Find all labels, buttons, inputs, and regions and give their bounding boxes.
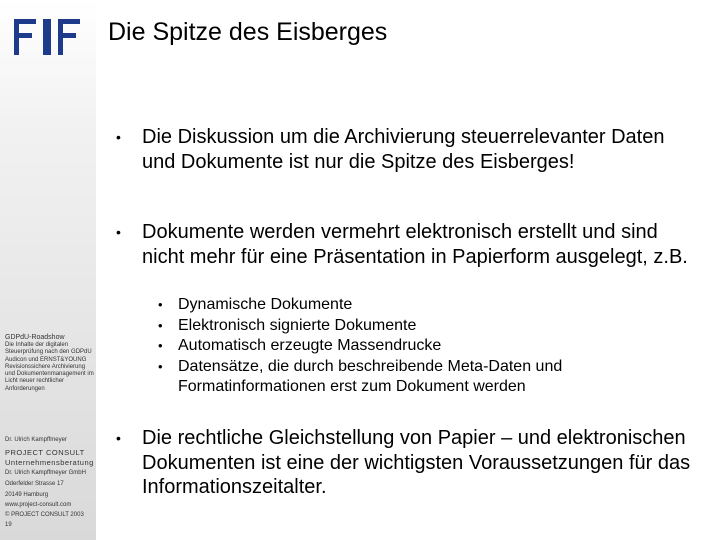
- sub-bullet-text: Automatisch erzeugte Massendrucke: [178, 337, 442, 354]
- sub-bullet-item: [158, 295, 698, 316]
- sidebar-web[interactable]: www.project-consult.com: [5, 502, 72, 508]
- sub-bullet-item: [158, 357, 698, 398]
- sidebar: [0, 0, 96, 540]
- sub-bullet-text: Datensätze, die durch beschreibende Meta-Daten und Formatinformationen erst zum Dokument werden: [178, 357, 563, 395]
- sidebar-city: 20149 Hamburg: [5, 492, 49, 498]
- sub-bullet-list: [158, 295, 698, 398]
- sidebar-company: PROJECT CONSULT Unternehmensberatung: [5, 448, 94, 467]
- sub-bullet-item: [158, 316, 698, 337]
- sidebar-copyright: © PROJECT CONSULT 2003: [5, 512, 84, 518]
- sidebar-description: Die Inhalte der digitalen Steuerprüfung nach den GDPdU Audicon und ERNST&YOUNG Revisionssichere Archivierung und Dokumentenmanagement im Licht neuer rechtlicher Anforderungen: [5, 342, 94, 392]
- sub-bullet-item: [158, 336, 698, 357]
- slide-title: Die Spitze des Eisberges: [108, 18, 388, 46]
- sub-bullet-text: Dynamische Dokumente: [178, 296, 353, 313]
- sidebar-heading: GDPdU-Roadshow: [5, 334, 65, 341]
- bullet-marker: •: [158, 338, 163, 353]
- sidebar-author: Dr. Ulrich Kampffmeyer: [5, 437, 67, 443]
- bullet-marker: •: [158, 297, 163, 312]
- bullet-text: Die rechtliche Gleichstellung von Papier – und elektronischen Dokumenten ist eine der wichtigsten Voraussetzungen für das Informationszeitalter.: [142, 427, 691, 498]
- bullet-marker: •: [158, 317, 163, 333]
- bullet-text: Dokumente werden vermehrt elektronisch erstellt und sind nicht mehr für eine Präsentation in Papierform ausgelegt, z.B.: [142, 221, 688, 268]
- sidebar-street: Oderfelder Strasse 17: [5, 481, 64, 487]
- bullet-marker: •: [116, 430, 121, 446]
- bullet-marker: •: [116, 224, 121, 240]
- sidebar-contact-block: [5, 435, 95, 520]
- page-number: 19: [5, 522, 12, 528]
- bullet-text: Die Diskussion um die Archivierung steuerrelevanter Daten und Dokumente ist nur die Spitze des Eisberges!: [142, 126, 665, 173]
- sidebar-company-line: Dr. Ulrich Kampffmeyer GmbH: [5, 470, 86, 476]
- project-consult-logo: [14, 19, 80, 55]
- sub-bullet-text: Elektronisch signierte Dokumente: [178, 316, 417, 334]
- bullet-marker: •: [158, 358, 163, 374]
- bullet-marker: •: [116, 129, 121, 145]
- sidebar-info-block: [5, 333, 95, 393]
